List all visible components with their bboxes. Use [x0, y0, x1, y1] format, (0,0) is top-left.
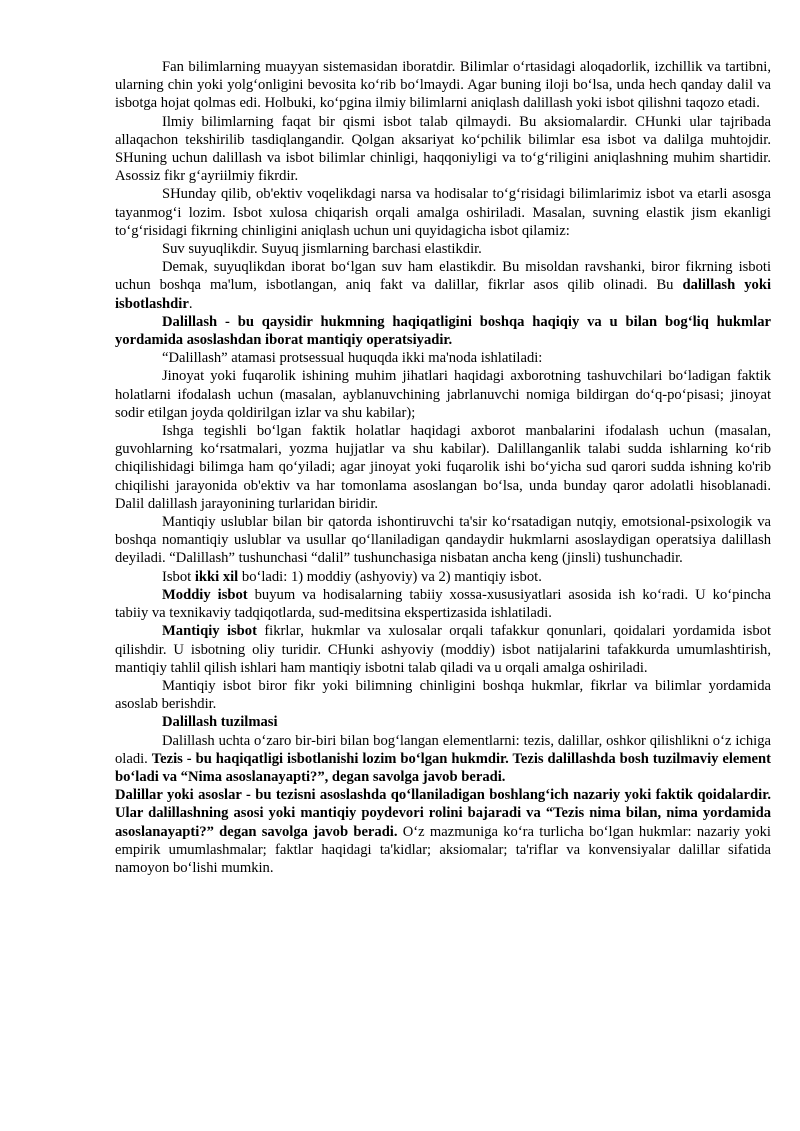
- bold-text-run: Dalillash - bu qaysidir hukmning haqiqatligini boshqa haqiqiy va u bilan bog‘liq hukmlar yordamida asoslashdan iborat mantiqiy operatsiyadir.: [115, 313, 771, 349]
- bold-text-run: dalillash yoki isbotlashdir: [115, 277, 772, 312]
- bold-text-run: Mantiqiy isbot: [162, 623, 257, 640]
- paragraph: [115, 422, 771, 513]
- text-run: Ishga tegishli bo‘lgan faktik holatlar haqidagi axborot manbalarini ifodalash uchun (masalan, guvohlarning ko‘rsatmalari, yozma hujjatlar va shu kabilar). Dalillanganlik talabi sudda ishlarning ko‘rib chiqilishidagi bilimga ham qo‘yiladi; agar jinoyat yoki fuqarolik ishi bo‘yicha sud qarori sudda ishning ko'rib chiqilishi jarayonida ob'ektiv va har tomonlama asoslangan bo‘lsa, unda bunday qaror adolatli hisoblanadi. Dalil dalillash jarayonining turlaridan biridir.: [115, 423, 771, 512]
- text-run: Suv suyuqlikdir. Suyuq jismlarning barchasi elastikdir.: [162, 241, 482, 258]
- text-run: Dalillash uchta o‘zaro bir-biri bilan bog‘langan elementlarni: tezis, dalillar, oshkor qilishlikni o‘z ichiga oladi.: [115, 732, 771, 767]
- paragraph: [115, 677, 771, 713]
- text-run: .: [188, 295, 193, 312]
- text-run: bo‘ladi: 1) moddiy (ashyoviy) va 2) mantiqiy isbot.: [238, 568, 542, 585]
- paragraph: [115, 713, 771, 731]
- text-run: Ilmiy bilimlarning faqat bir qismi isbot talab qilmaydi. Bu aksiomalardir. CHunki ular tajribada allaqachon tekshirilib tasdiqlangandir. Qolgan aksariyat ko‘pchilik bilimlar esa isbot va dalilga muhtojdir. SHuning uchun dalillash va isbot bilimlar chinligi, haqqoniyligi va to‘g‘riligini aniqlashning muhim shartidir. Asossiz fikr g‘ayriilmiy fikrdir.: [115, 113, 771, 185]
- bold-text-run: Moddiy isbot: [162, 586, 248, 603]
- paragraph: [115, 367, 771, 422]
- bold-text-run: Dalillar yoki asoslar - bu tezisni asoslashda qo‘llaniladigan boshlang‘ich nazariy yoki faktik qoidalardir. Ular dalillashning asosi yoki mantiqiy poydevori rolini bajaradi va “Tezis nima bilan, nima yordamida asoslanayapti?” degan savolga javob beradi.: [115, 787, 771, 840]
- text-run: Mantiqiy uslublar bilan bir qatorda ishontiruvchi ta'sir ko‘rsatadigan nutqiy, emotsional-psixologik va boshqa nomantiqiy uslublar va usullar qo‘llaniladigan qandaydir hukmlarni asoslaydigan operatsiya dalillash deyiladi. “Dalillash” tushunchasi “dalil” tushunchasiga nisbatan ancha keng (jinsli) tushunchadir.: [115, 514, 771, 567]
- paragraph: [115, 622, 771, 677]
- paragraph: [115, 586, 771, 622]
- bold-text-run: Tezis - bu haqiqatligi isbotlanishi lozim bo‘lgan hukmdir. Tezis dalillashda bosh tuzilmaviy element bo‘ladi va “Nima asoslanayapti?”, degan savolga javob beradi.: [115, 750, 771, 785]
- paragraph: [115, 786, 771, 877]
- text-run: O‘z mazmuniga ko‘ra turlicha bo‘lgan hukmlar: nazariy yoki empirik umumlashmalar; faktlar haqidagi ta'kidlar; aksiomalar; ta'riflar va konvensiyalar dalillar sifatida namoyon bo‘lishi mumkin.: [115, 823, 771, 876]
- text-run: fikrlar, hukmlar va xulosalar orqali tafakkur qonunlari, qoidalari yordamida isbot qilishdir. U isbotning oliy turidir. CHunki ashyoviy (moddiy) isbot natijalarini tafakkurda umumlashtirish, mantiqiy tahlil qilish ishlari ham mantiqiy isbotni talab qiladi va u orqali amalga oshiriladi.: [115, 623, 771, 676]
- text-run: Jinoyat yoki fuqarolik ishining muhim jihatlari haqidagi axborotning tashuvchilari bo‘ladigan faktik holatlarni ifodalash uchun (masalan, ayblanuvchining jabrlanuvchi nomiga bildirgan do‘q-po‘pisasi; jinoyat sodir etilgan joyda qoldirilgan izlar va shu kabilar);: [115, 368, 771, 421]
- bold-text-run: ikki xil: [194, 568, 239, 585]
- paragraph: [115, 513, 771, 568]
- paragraph: [115, 58, 771, 113]
- bold-text-run: Dalillash tuzilmasi: [162, 714, 278, 731]
- text-run: buyum va hodisalarning tabiiy xossa-xususiyatlari asosida ish ko‘radi. U ko‘pincha tabiiy va texnikaviy tadqiqotlarda, sud-meditsina ekspertizasida ishlatiladi.: [115, 586, 771, 622]
- paragraph: [115, 349, 771, 367]
- text-run: Mantiqiy isbot biror fikr yoki bilimning chinligini boshqa hukmlar, fikrlar va bilimlar yordamida asoslab berishdir.: [115, 677, 771, 713]
- document-page: [115, 58, 771, 877]
- paragraph: [115, 240, 771, 258]
- text-run: “Dalillash” atamasi protsessual huquqda ikki ma'noda ishlatiladi:: [162, 350, 543, 367]
- paragraph: [115, 185, 771, 240]
- text-run: Fan bilimlarning muayyan sistemasidan iboratdir. Bilimlar o‘rtasidagi aloqadorlik, izchillik va tartibni, ularning chin yoki yolg‘onligini bevosita ko‘rib bo‘lmaydi. Agar buning iloji bo‘lsa, unda hech qanday dalil va isbotga hojat qolmas edi. Holbuki, ko‘pgina ilmiy bilimlarni aniqlash dalillash yoki isbot qilishni taqozo etadi.: [115, 59, 771, 112]
- paragraph: [115, 568, 771, 586]
- text-run: Demak, suyuqlikdan iborat bo‘lgan suv ham elastikdir. Bu misoldan ravshanki, biror fikrning isboti uchun boshqa ma'lum, isbotlangan, aniq fakt va dalillar, fikrlar asos qilib olinadi. Bu: [115, 259, 771, 294]
- text-run: SHunday qilib, ob'ektiv voqelikdagi narsa va hodisalar to‘g‘risidagi bilimlarimiz isbot va etarli asosga tayanmog‘i lozim. Isbot xulosa chiqarish orqali amalga oshiriladi. Masalan, suvning elastik jism ekanligi to‘g‘risidagi fikrning chinligini aniqlash uchun uni quyidagicha isbot qilamiz:: [115, 186, 771, 239]
- paragraph: [115, 313, 771, 349]
- paragraph: [115, 258, 771, 313]
- paragraph: [115, 113, 771, 186]
- paragraph: [115, 732, 771, 787]
- text-run: Isbot: [162, 568, 195, 585]
